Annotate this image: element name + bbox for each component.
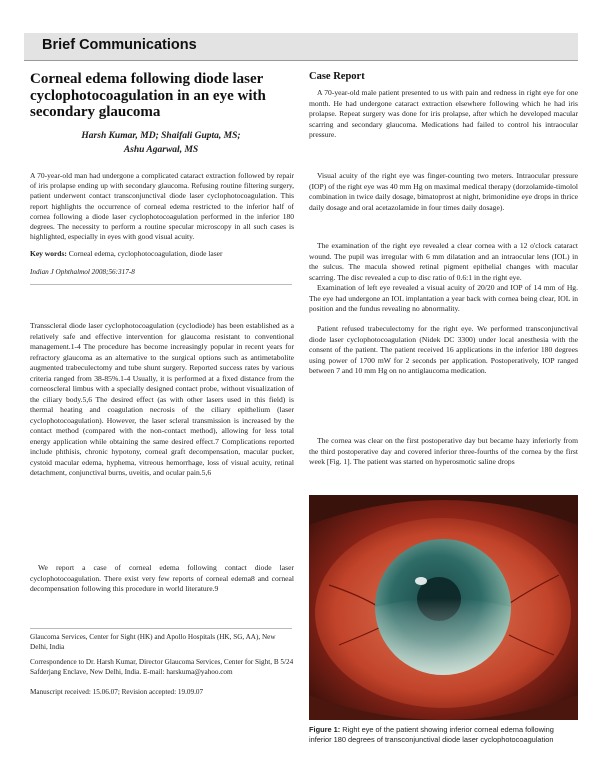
article-title: Corneal edema following diode laser cyclophotocoagulation in an eye with secondary glaucoma: [30, 71, 266, 120]
citation: Indian J Ophthalmol 2008;56:317-8: [30, 268, 135, 276]
case-paragraph-3: The examination of the right eye revealed a clear cornea with a 12 o'clock cataract wound. The pupil was irregular with 6 mm dilatation and an intraocular lens (IOL) in the sulcus. The macula showed retinal pigment epithelial changes with macular scarring. The disc revealed a cup to disc ratio of 0.6:1 in the right eye.: [309, 241, 578, 282]
intro-paragraph-2: We report a case of corneal edema following contact diode laser cyclophotocoagulation. There exist very few reports of corneal edema8 and corneal decompensation following this procedure in world literature.9: [30, 563, 294, 593]
case-paragraph-1: A 70-year-old male patient presented to us with pain and redness in right eye for one month. He had undergone cataract extraction elsewhere following which he had iris prolapse. Repeat surgery was done for iris prolapse, after which he developed macular scarring and secondary glaucoma. Medications had failed to control his intraocular pressure.: [309, 88, 578, 139]
header-rule: [24, 60, 578, 61]
authors-line-2: Ashu Agarwal, MS: [123, 144, 199, 155]
abstract-divider: [30, 284, 292, 285]
eye-photograph: [309, 495, 578, 720]
case-paragraph-6: The cornea was clear on the first postoperative day but became hazy inferiorly from the third postoperative day and covered inferior three-fourths of the cornea by the first week [Fig. 1]. The patient was started on hyperosmotic saline drops: [309, 436, 578, 466]
manuscript-dates: Manuscript received: 15.06.07; Revision accepted: 19.09.07: [30, 688, 204, 696]
figure-caption: [309, 725, 578, 744]
case-paragraph-5: Patient refused trabeculectomy for the right eye. We performed transconjunctival diode laser cyclophotocoagulation (Nidek DC 3300) under local anesthesia with the consent of the patient. The patient received 16 applications in the inferior 180 degrees using power of 1700 mW for 2 seconds per application. Postoperatively, IOP ranged between 7 and 10 mm Hg on no antiglaucoma medication.: [309, 324, 578, 375]
figure-caption-text: Right eye of the patient showing inferior corneal edema following inferior 180 degrees of transconjunctival diode laser cyclophotocoagulation: [309, 725, 554, 744]
case-paragraph-2: Visual acuity of the right eye was finger-counting two meters. Intraocular pressure (IOP) of the right eye was 40 mm Hg on maximal medical therapy (dorzolamide-timolol combination in twice daily dosage, bimatoprost at night, brimonidine eye drops in thrice daily dosage and oral acetazolamide in four times daily dosage).: [309, 171, 578, 212]
affiliation: Glaucoma Services, Center for Sight (HK) and Apollo Hospitals (HK, SG, AA), New Delhi, India: [30, 633, 276, 651]
footnote-rule: [30, 628, 292, 629]
authors: [30, 130, 292, 157]
keywords-label: Key words:: [30, 249, 67, 258]
case-paragraph-4: Examination of left eye revealed a visual acuity of 20/20 and IOP of 14 mm of Hg. The eye had undergone an IOL implantation a year back with cornea being clear, IOL in position and the fundus revealing no abnormality.: [309, 283, 578, 313]
keywords: [30, 249, 294, 259]
intro-paragraph-1: Transscleral diode laser cyclophotocoagulation (cyclodiode) has been established as a relatively safe and effective intervention for glaucoma resistant to conventional management.1-4 The procedure has become increasingly popular in recent years for refractory glaucoma as an alternative to the surgical options such as antimetabolite augmented trabeculectomy and tube shunt surgery. Reported success rates by various criteria ranged from 38-85%.1-4 Usually, it is performed at a fixed distance from the corneoscleral limbus with a specially designed contact probe, without visualization of the ciliary body.5,6 The desired effect (as with other lasers used in this field) is thermal heating and coagulation necrosis of the ciliary epithelium (laser cyclophotocoagulation). However, the laser scleral transmission is increased by the contact method (compared with the non-contact method), allowing for less total energy application while obtaining the same desired effect.7 Complications reported include phthisis, chronic hypotony, corneal graft decompensation, macular pucker, cystoid macular edema, hyphema, vitreous hemorrhage, loss of visual acuity, retinal detachment, conjunctival burns, uveitis, and ocular pain.5,6: [30, 321, 294, 477]
correspondence: Correspondence to Dr. Harsh Kumar, Director Glaucoma Services, Center for Sight, B 5/24 Safderjang Enclave, New Delhi, India. E-mail: harskuma@yahoo.com: [30, 658, 294, 676]
authors-line-1: Harsh Kumar, MD; Shaifali Gupta, MS;: [81, 131, 241, 141]
case-report-heading: Case Report: [309, 71, 365, 82]
figure-caption-label: Figure 1:: [309, 725, 341, 734]
light-reflex: [415, 577, 427, 585]
abstract: A 70-year-old man had undergone a complicated cataract extraction followed by repair of iris prolapse ending up with secondary glaucoma. Refusing routine filtering surgery, patient underwent contact transconjunctival diode laser cyclophotocoagulation. This report highlights the occurrence of corneal edema restricted to the inferior half of cornea following a diode laser cyclophotocoagulation performed in the inferior 180 degrees. The necessity to perform a routine specular microscopy in all such cases is highlighted, especially in eyes with good visual acuity.: [30, 171, 294, 242]
keywords-text: Corneal edema, cyclophotocoagulation, diode laser: [68, 249, 223, 258]
section-label: Brief Communications: [42, 37, 197, 53]
